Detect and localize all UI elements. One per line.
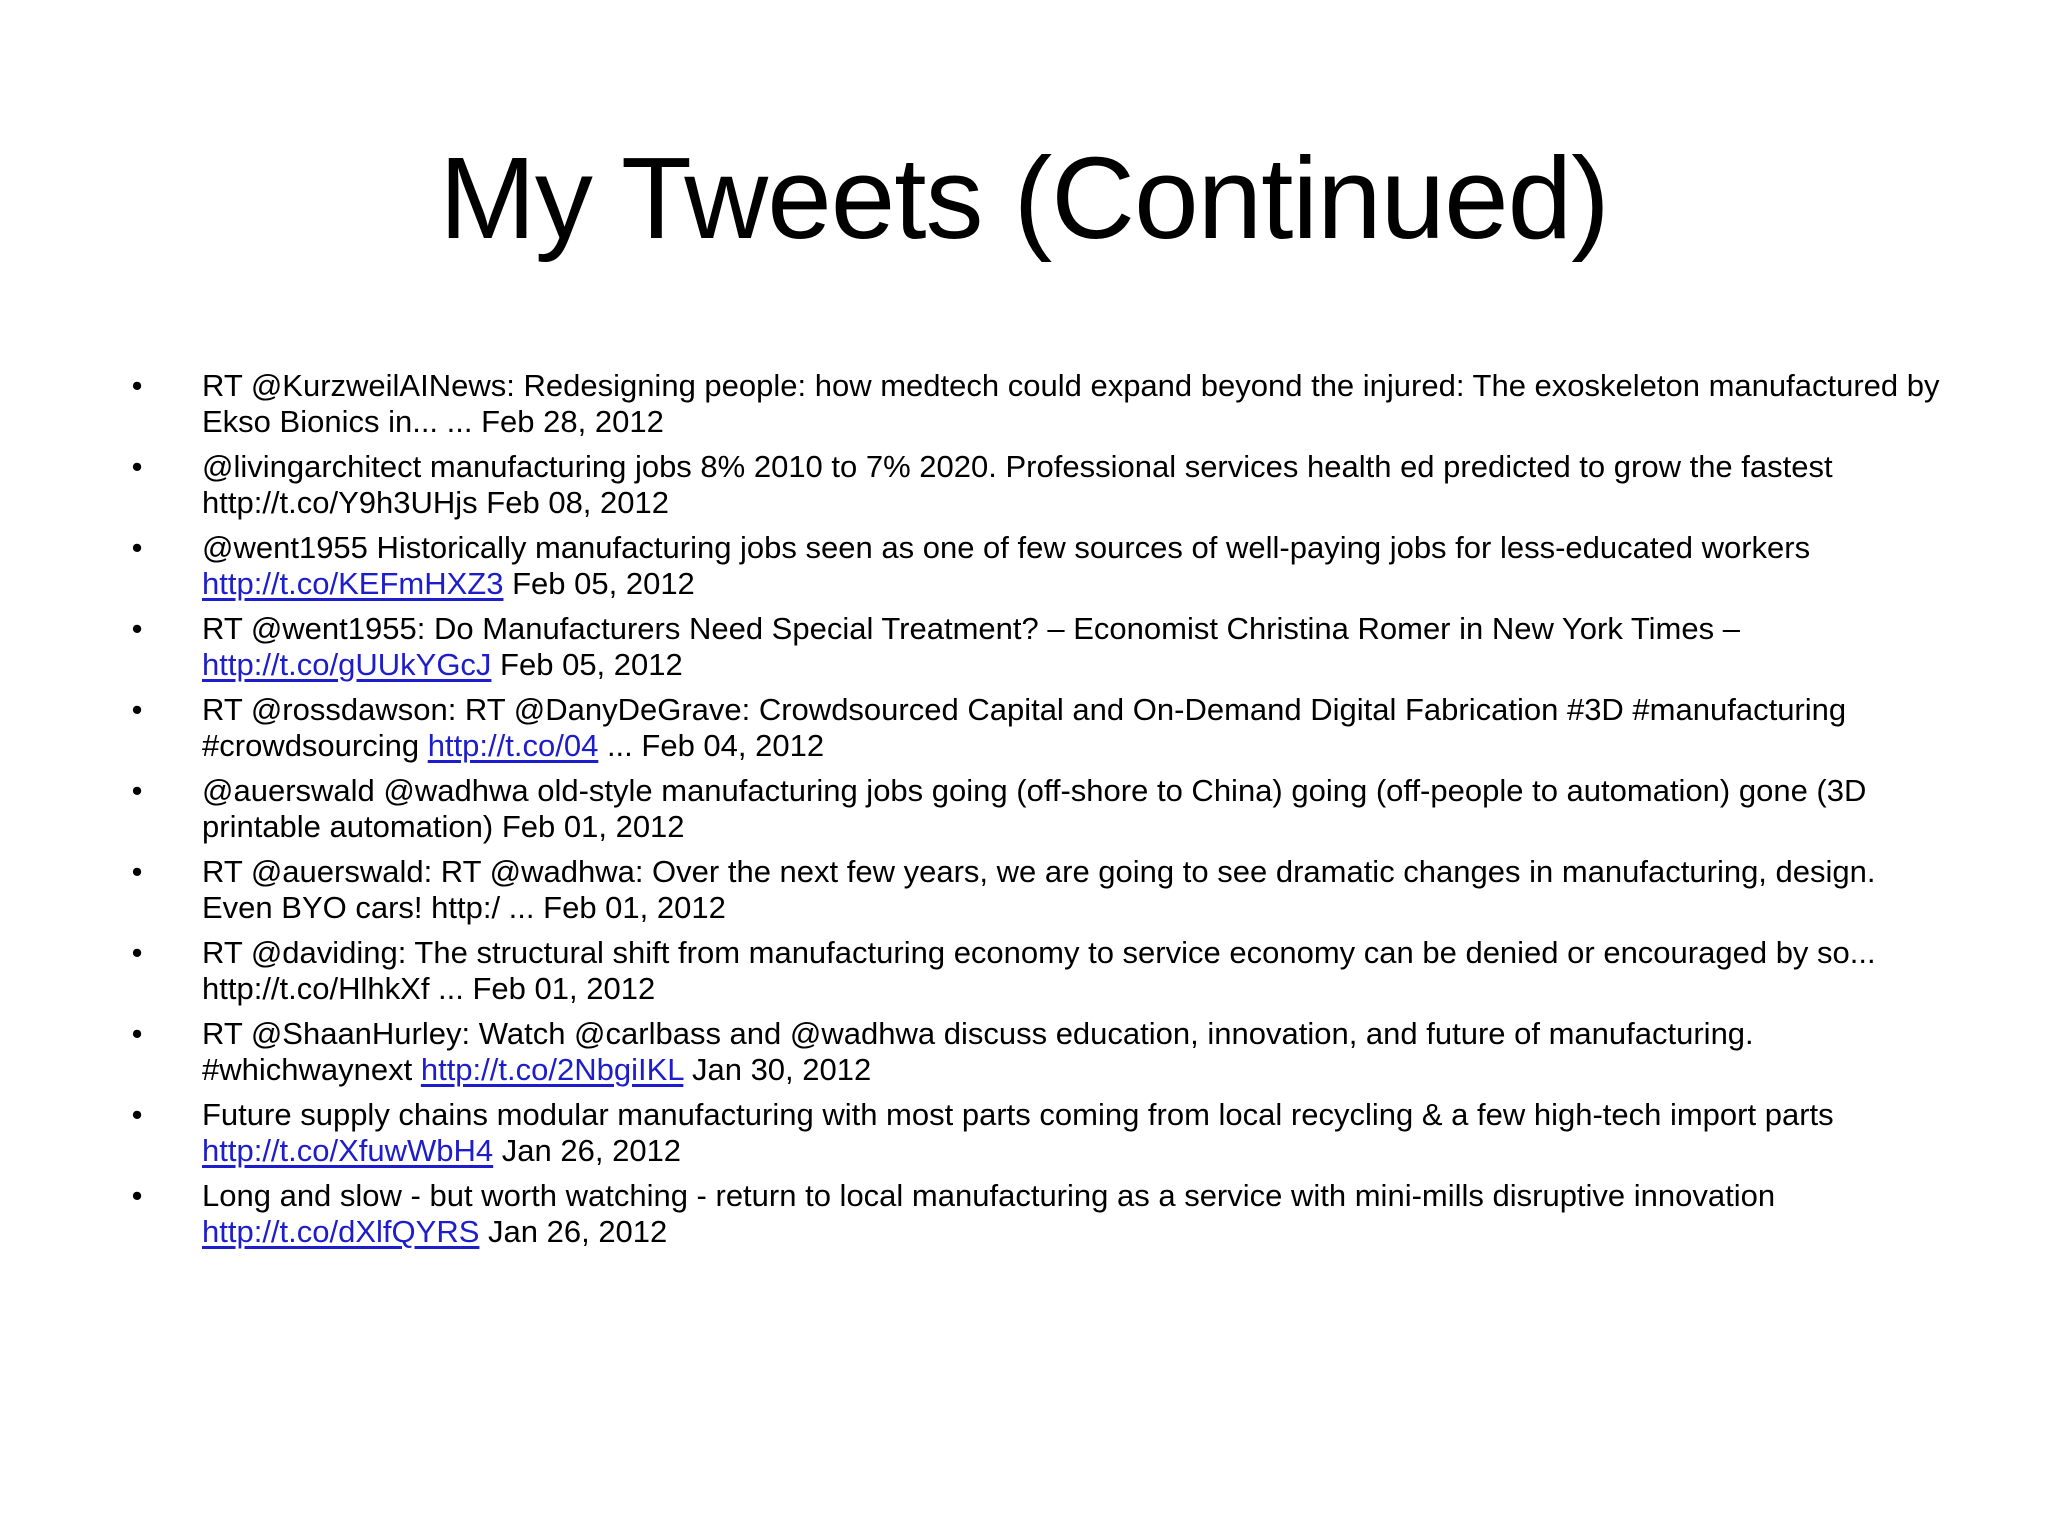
tweet-text: Long and slow - but worth watching - return to local manufacturing as a service with mini-mills disruptive innovation	[202, 1178, 1776, 1213]
tweet-text: @auerswald @wadhwa old-style manufacturing jobs going (off-shore to China) going (off-people to automation) gone (3D printable automation) Feb 01, 2012	[202, 773, 1867, 844]
bullet-icon: •	[131, 449, 143, 484]
tweet-text: @went1955 Historically manufacturing jobs seen as one of few sources of well-paying jobs for less-educated workers	[202, 530, 1811, 565]
tweet-text: @livingarchitect manufacturing jobs 8% 2010 to 7% 2020. Professional services health ed predicted to grow the fastest http://t.co/Y9h3UHjs Feb 08, 2012	[202, 449, 1833, 520]
bullet-icon: •	[131, 692, 143, 727]
tweet-text: RT @auerswald: RT @wadhwa: Over the next few years, we are going to see dramatic changes in manufacturing, design. Even BYO cars! http:/ ... Feb 01, 2012	[202, 854, 1876, 925]
bullet-icon: •	[131, 773, 143, 808]
bullet-icon: •	[131, 854, 143, 889]
tweet-item	[118, 692, 1948, 764]
tweet-text: RT @daviding: The structural shift from manufacturing economy to service economy can be denied or encouraged by so... http://t.co/HlhkXf ... Feb 01, 2012	[202, 935, 1876, 1006]
tweet-list	[118, 368, 1948, 1259]
tweet-text: RT @ShaanHurley: Watch @carlbass and @wadhwa discuss education, innovation, and future of manufacturing. #whichwaynext	[202, 1016, 1754, 1087]
tweet-text: RT @went1955: Do Manufacturers Need Special Treatment? – Economist Christina Romer in New York Times –	[202, 611, 1740, 646]
tweet-date: Feb 05, 2012	[503, 566, 695, 601]
bullet-icon: •	[131, 935, 143, 970]
tweet-item	[118, 1178, 1948, 1250]
tweet-item	[118, 368, 1948, 440]
tweet-link[interactable]: http://t.co/KEFmHXZ3	[202, 566, 504, 601]
tweet-link[interactable]: http://t.co/dXlfQYRS	[202, 1214, 480, 1249]
tweet-link[interactable]: http://t.co/XfuwWbH4	[202, 1133, 494, 1168]
tweet-item	[118, 935, 1948, 1007]
tweet-date: ... Feb 04, 2012	[598, 728, 825, 763]
bullet-icon: •	[131, 368, 143, 403]
bullet-icon: •	[131, 611, 143, 646]
tweet-link[interactable]: http://t.co/2NbgiIKL	[420, 1052, 684, 1087]
bullet-icon: •	[131, 1178, 143, 1213]
tweet-item	[118, 1097, 1948, 1169]
bullet-icon: •	[131, 1097, 143, 1132]
tweet-date: Jan 30, 2012	[683, 1052, 872, 1087]
tweet-link[interactable]: http://t.co/04	[427, 728, 599, 763]
bullet-icon: •	[131, 1016, 143, 1051]
tweet-date: Jan 26, 2012	[493, 1133, 682, 1168]
tweet-item	[118, 773, 1948, 845]
slide-title: My Tweets (Continued)	[439, 133, 1609, 263]
tweet-link[interactable]: http://t.co/gUUkYGcJ	[202, 647, 492, 682]
tweet-date: Jan 26, 2012	[479, 1214, 668, 1249]
tweet-item	[118, 449, 1948, 521]
tweet-date: Feb 05, 2012	[491, 647, 683, 682]
tweet-text: RT @KurzweilAINews: Redesigning people: how medtech could expand beyond the injured: The exoskeleton manufactured by Ekso Bionics in... ... Feb 28, 2012	[202, 368, 1940, 439]
tweet-item	[118, 611, 1948, 683]
tweet-item	[118, 530, 1948, 602]
tweet-text: RT @rossdawson: RT @DanyDeGrave: Crowdsourced Capital and On-Demand Digital Fabrication #3D #manufacturing #crowdsourcing	[202, 692, 1847, 763]
bullet-icon: •	[131, 530, 143, 565]
tweet-item	[118, 854, 1948, 926]
tweet-item	[118, 1016, 1948, 1088]
tweet-text: Future supply chains modular manufacturing with most parts coming from local recycling & a few high-tech import parts	[202, 1097, 1834, 1132]
